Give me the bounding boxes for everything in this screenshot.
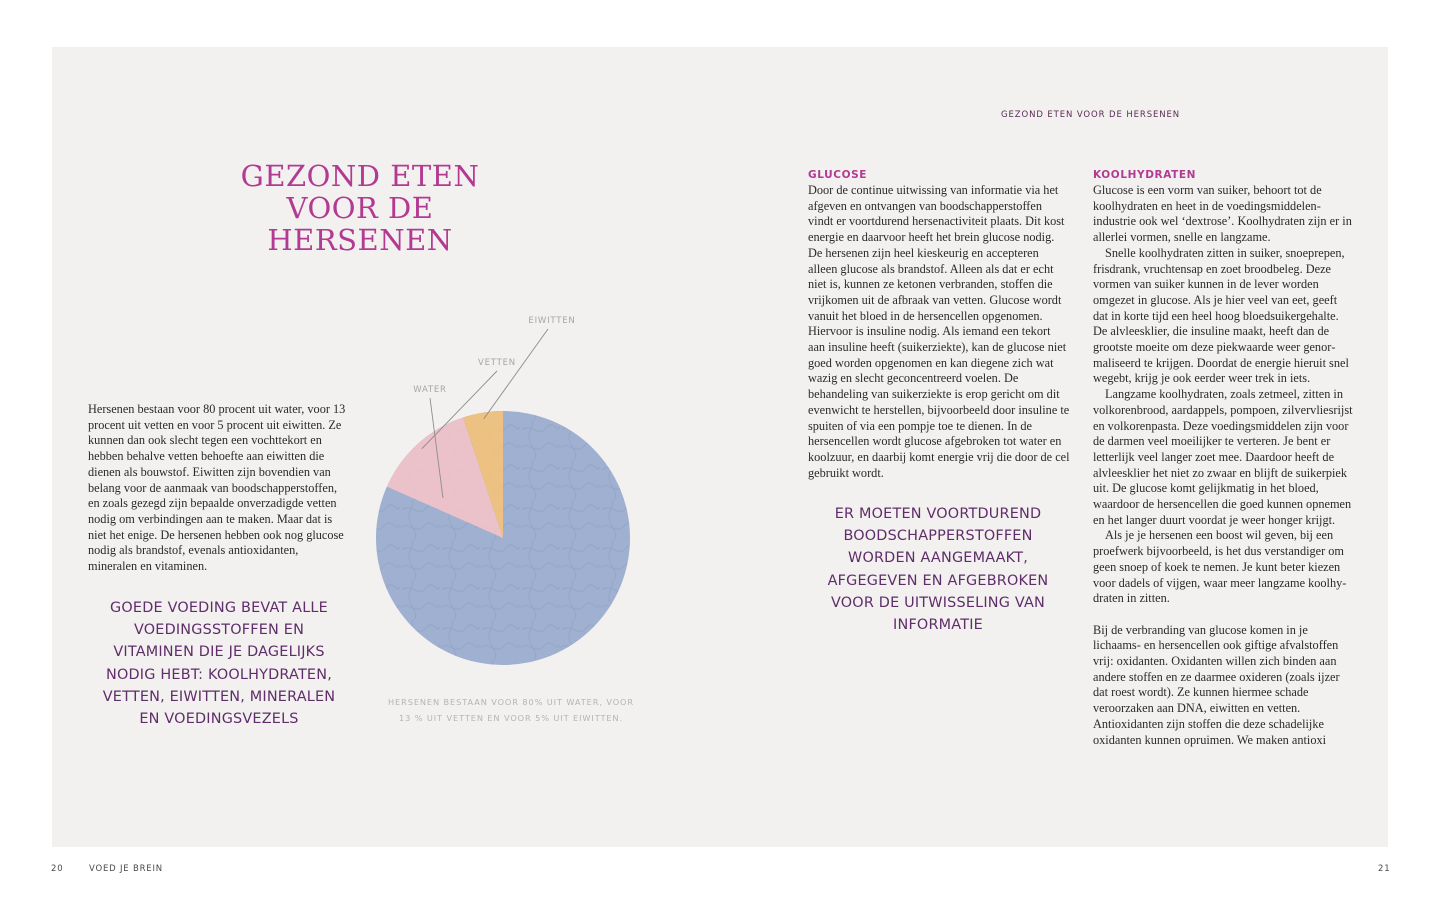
page-title (190, 160, 530, 256)
koolhydraten-paragraph-2: Snelle koolhydraten zitten in suiker, snoeprepen, frisdrank, vruchtensap en zoet broodbeleg. Deze vormen van suiker kunnen in de lever worden omgezet in glucose. Als je hier veel van eet, geeft dat in korte tijd een heel hoog bloedsuikergehalte. De alvleesklier, die insuline maakt, heeft dan de grootste moeite om deze piekwaarde weer genormaliseerd te krijgen. Doordat de energie hieruit snel wegebt, krijg je ook eerder weer trek in iets. (1093, 245, 1349, 386)
intro-paragraph: Hersenen bestaan voor 80 procent uit water, voor 13 procent uit vetten en voor 5 procent uit eiwitten. Ze kunnen dan ook slecht tegen een vochttekort en hebben behalve vetten behoefte aan eiwitten die dienen als bouwstof. Eiwitten zijn bovendien van belang voor de aanmaak van boodschapperstoffen, en zoals gezegd zijn bepaalde onverzadigde vetten nodig om verbindingen aan te maken. Maar dat is niet het enige. De hersenen hebben ook nog glucose nodig als brandstof, evenals antioxidanten, mineralen en vitaminen. (88, 402, 346, 574)
glucose-paragraph: Door de continue uitwissing van informatie via het afgeven en ontvangen van boodschapperstoffen vindt er voortdurend hersenactiviteit plaats. Dit kost energie en daarvoor heeft het brein glucose nodig. De hersenen zijn heel kieskeurig en accepteren alleen glucose als brandstof. Alleen als dat er echt niet is, kunnen ze ketonen verbranden, stoffen die vrijkomen uit de afbraak van vetten. Glucose wordt vanuit het bloed in de hersencellen opgenomen. Hiervoor is insuline nodig. Als iemand een tekort aan insuline heeft (suikerziekte), kan de glucose niet goed worden opgenomen en kan diegene zich wat wazig en slecht geconcentreerd voelen. De behandeling van suikerziekte is erop gericht om dit evenwicht te herstellen, bijvoorbeeld door insuline te spuiten of via een pompje toe te dienen. In de hersencellen wordt glucose afgebroken tot water en koolzuur, en daarbij komt energie vrij die door de cel gebruikt wordt. (808, 183, 1070, 480)
koolhydraten-paragraph-1: Glucose is een vorm van suiker, behoort tot de koolhydraten en heet in de voedingsmiddelenindustrie ook wel ‘dextrose’. Koolhydraten zijn er in allerlei vormen, snelle en langzame. (1093, 183, 1352, 245)
koolhydraten-paragraph-5: Bij de verbranding van glucose komen in je lichaams- en hersencellen ook giftige afvalstoffen vrij: oxidanten. Oxidanten willen zich binden aan andere stoffen en ze daarmee oxideren (zoals ijzer dat roest wordt). Ze kunnen hiermee schade veroorzaken aan DNA, eiwitten en vetten. Antioxidanten zijn stoffen die deze schadelijke oxidanten kunnen opruimen. We maken antioxi (1093, 622, 1340, 747)
pie-slices (376, 411, 630, 665)
title-line-2: VOOR DE HERSENEN (267, 191, 453, 257)
leader-line-eiwitten (484, 329, 548, 419)
page-number-right: 21 (1378, 864, 1391, 874)
pullquote-middle: ER MOETEN VOORTDUREND BOODSCHAPPERSTOFFEN WORDEN AANGEMAAKT, AFGEGEVEN EN AFGEBROKEN VOOR DE UITWISSELING VAN INFORMATIE (827, 506, 1049, 634)
pie-label-vetten: VETTEN (478, 358, 516, 368)
pullquote-left: GOEDE VOEDING BEVAT ALLE VOEDINGSSTOFFEN EN VITAMINEN DIE JE DAGELIJKS NODIG HEBT: KOOLHYDRATEN, VETTEN, EIWITTEN, MINERALEN EN VOEDINGSVEZELS (102, 600, 336, 728)
page-number-left: 20 (51, 864, 64, 874)
glucose-section (808, 168, 1070, 481)
koolhydraten-paragraph-4: Als je je hersenen een boost wil geven, bij een proefwerk bijvoorbeeld, is het dus verstandiger om geen snoep of koek te nemen. Je kunt beter kiezen voor dadels of vijgen, waar meer langzame koolhydraten in zitten. (1093, 528, 1347, 606)
glucose-heading: GLUCOSE (808, 169, 868, 181)
koolhydraten-heading: KOOLHYDRATEN (1093, 169, 1197, 181)
koolhydraten-paragraph-3: Langzame koolhydraten, zoals zetmeel, zitten in volkorenbrood, aardappels, pompoen, zilvervliesrijst en volkorenpasta. Deze voedingsmiddelen zijn voor de darmen veel moeilijker te verteren. Je bent er letterlijk veel langer zoet mee. Daardoor heeft de alvleesklier het niet zo zwaar en blijft de suikerpiek uit. De glucose komt gelijkmatig in het bloed, waardoor de hersencellen die goed kunnen opnemen en het langer duurt voordat je weer honger krijgt. (1093, 387, 1353, 527)
brain-composition-pie-chart (360, 300, 650, 680)
footer-book-title: VOED JE BREIN (89, 864, 163, 874)
running-head: GEZOND ETEN VOOR DE HERSENEN (1001, 110, 1181, 120)
chart-caption: HERSENEN BESTAAN VOOR 80% UIT WATER, VOOR 13 % UIT VETTEN EN VOOR 5% UIT EIWITTEN. (388, 697, 634, 723)
pie-label-water: WATER (413, 385, 447, 395)
koolhydraten-section (1093, 168, 1355, 748)
title-line-1: GEZOND ETEN (240, 159, 480, 193)
pie-label-eiwitten: EIWITTEN (528, 316, 576, 326)
